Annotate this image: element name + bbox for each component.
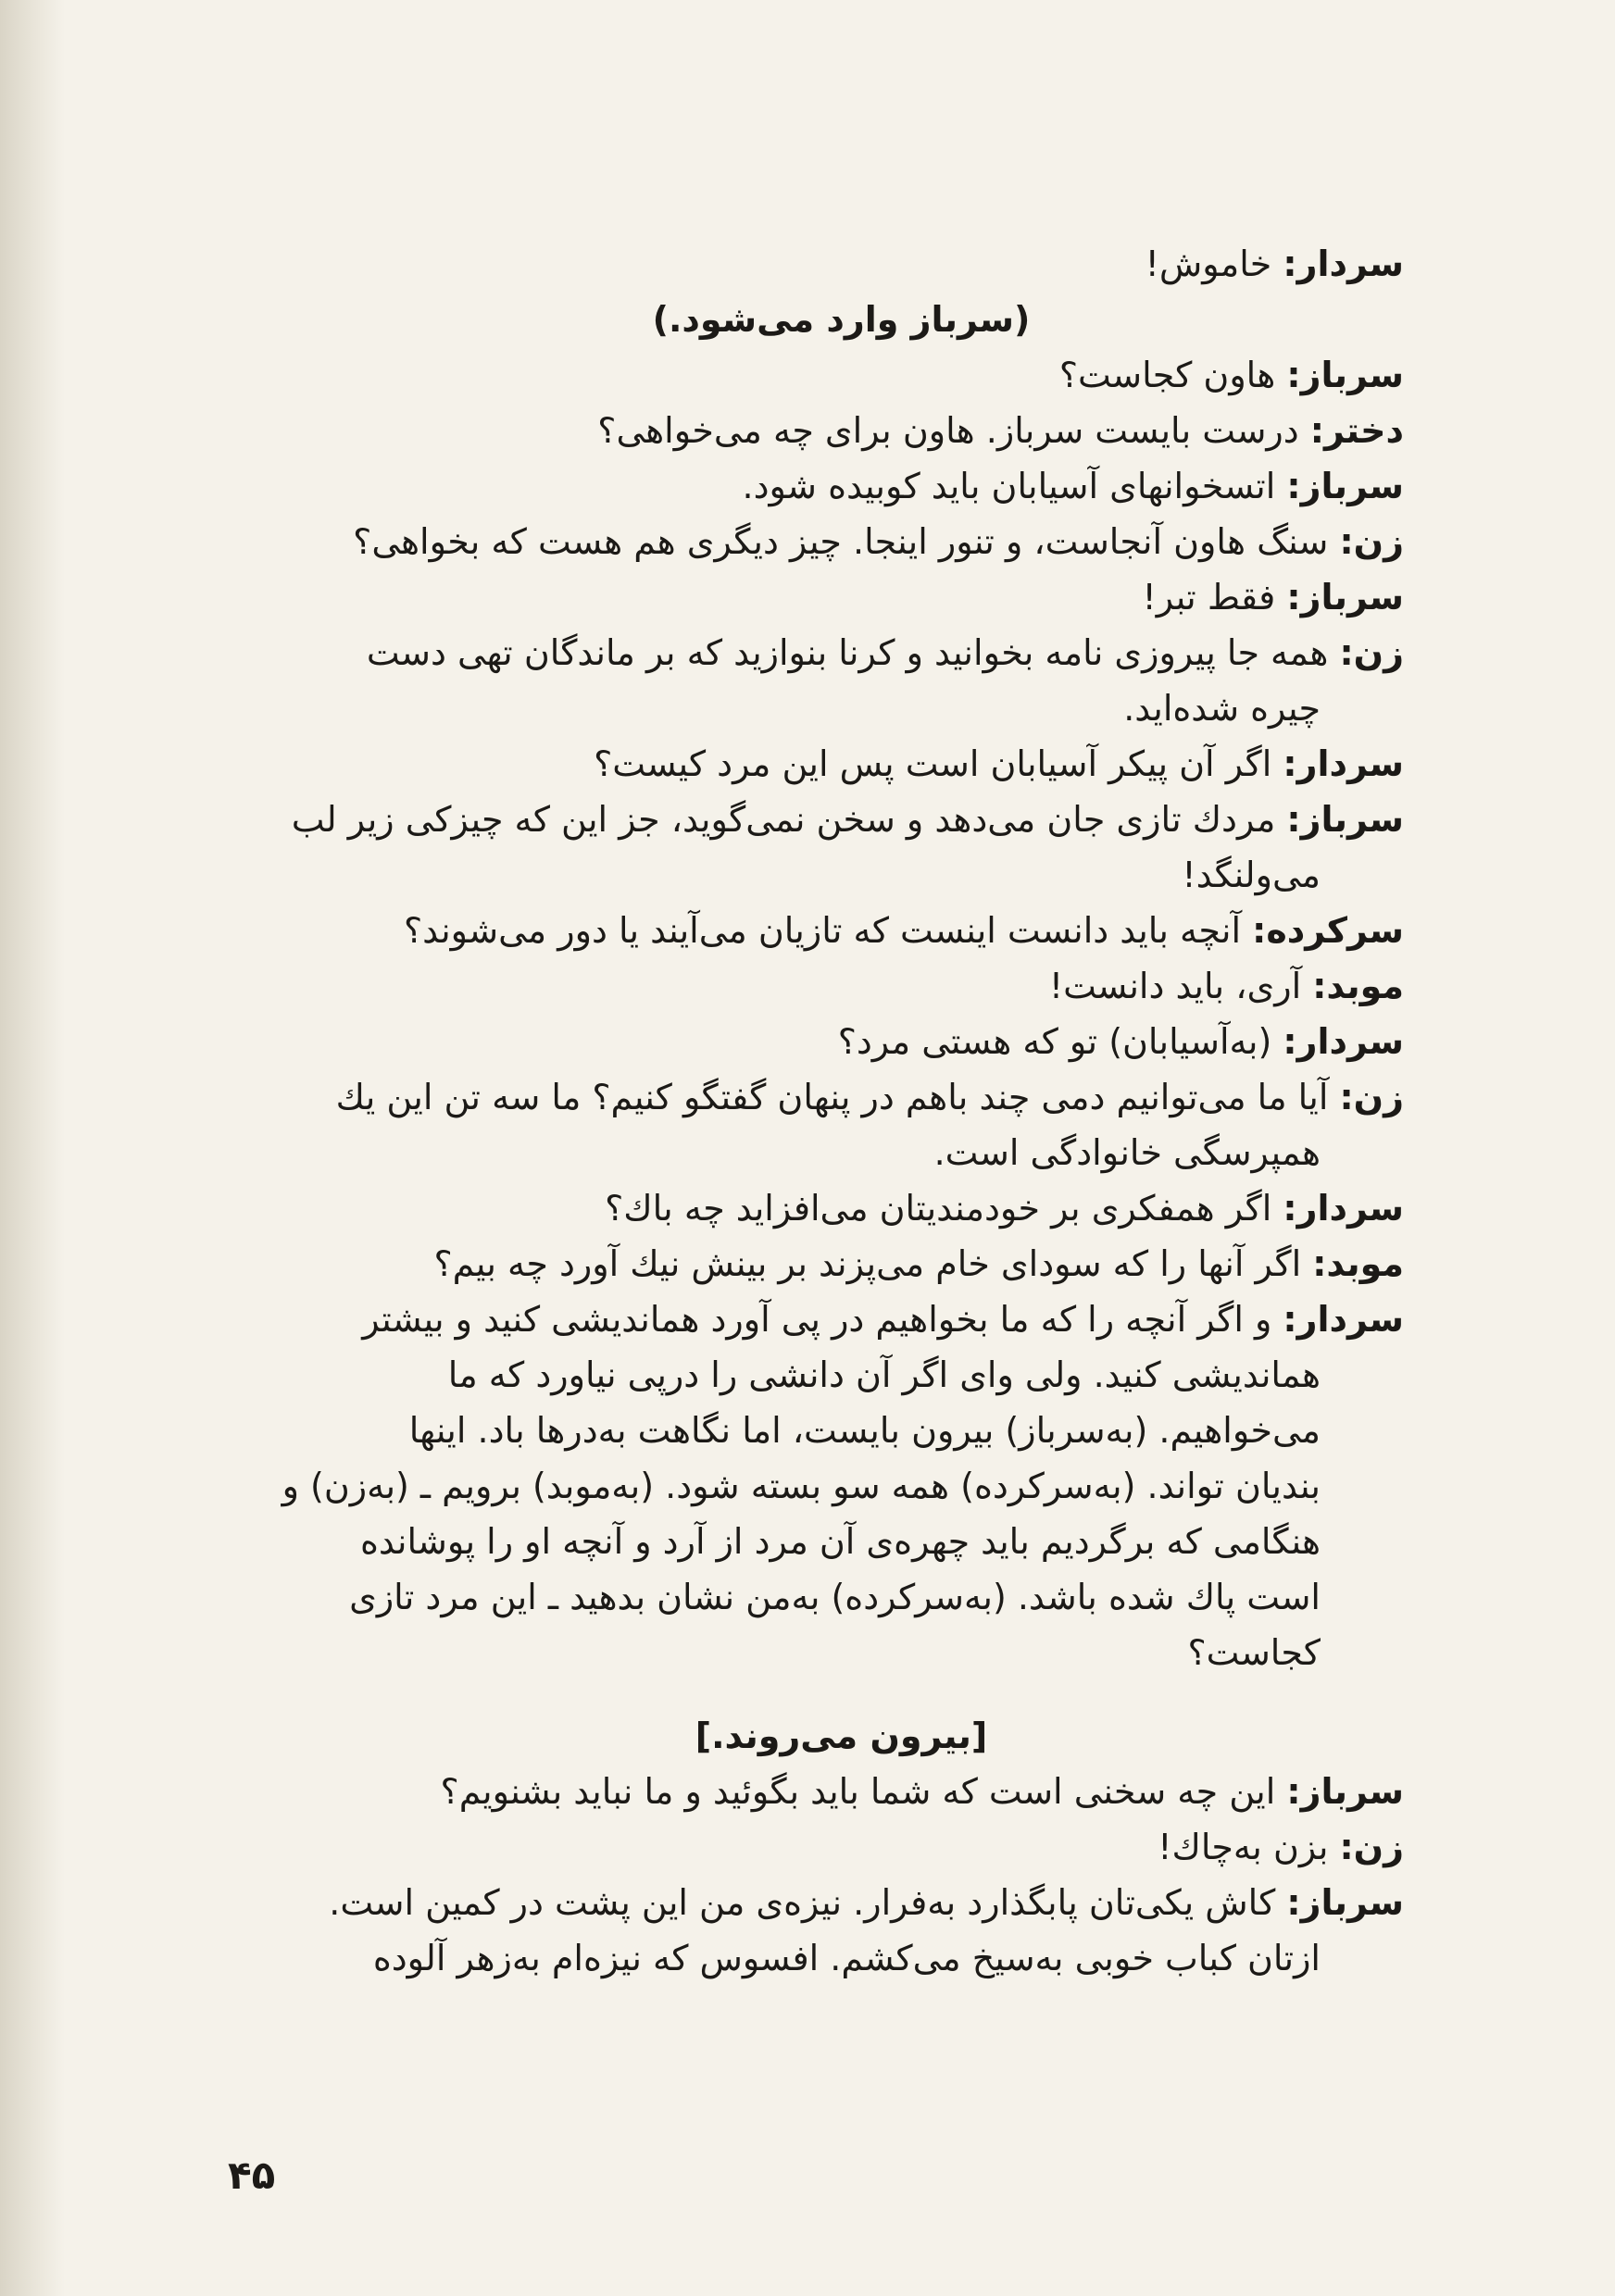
dialogue-line xyxy=(279,1292,1404,1347)
line-text: همپرسگی خانوادگی است. xyxy=(933,1132,1321,1173)
line-text: هاون کجاست؟ xyxy=(1058,355,1287,395)
speaker-name: موبد: xyxy=(1312,1243,1404,1284)
dialogue-line xyxy=(279,1069,1404,1125)
line-text: اگر همفکری بر خودمندیتان می‌افزاید چه باك؟ xyxy=(605,1188,1283,1229)
line-text: درست بایست سرباز. هاون برای چه می‌خواهی؟ xyxy=(597,410,1310,451)
speaker-name: سردار: xyxy=(1283,1188,1404,1229)
dialogue-line xyxy=(279,958,1404,1014)
page-binding-shadow xyxy=(0,0,65,2296)
line-text: خاموش! xyxy=(1145,243,1283,284)
speaker-name: دختر: xyxy=(1309,410,1404,451)
dialogue-line xyxy=(279,236,1404,292)
line-text: چیره شده‌اید. xyxy=(1123,688,1321,729)
speaker-name: سرباز: xyxy=(1286,1882,1404,1923)
line-text: کاش یکی‌تان پابگذارد به‌فرار. نیزه‌ی من این پشت در کمین است. xyxy=(329,1882,1287,1923)
speaker-name: سرباز: xyxy=(1286,1771,1404,1812)
dialogue-line xyxy=(279,1819,1404,1875)
line-text: سنگ هاون آنجاست، و تنور اینجا. چیز دیگری هم هست که بخواهی؟ xyxy=(353,521,1340,562)
line-text: اگر آنها را که سودای خام می‌پزند بر بینش نیك آورد چه بیم؟ xyxy=(433,1243,1313,1284)
dialogue-line xyxy=(279,403,1404,458)
stage-direction xyxy=(279,1708,1404,1764)
page-number: ۴۵ xyxy=(228,2152,276,2198)
dialogue-line xyxy=(279,903,1404,958)
dialogue-line xyxy=(279,458,1404,514)
speaker-name: زن: xyxy=(1339,1077,1404,1117)
speaker-name: سردار: xyxy=(1283,1021,1404,1062)
speaker-name: سردار: xyxy=(1283,1299,1404,1340)
line-text: همه جا پیروزی نامه بخوانید و کرنا بنوازید که بر ماندگان تهی دست xyxy=(366,632,1340,673)
dialogue-line xyxy=(279,625,1404,680)
speaker-name: موبد: xyxy=(1312,966,1404,1006)
dialogue-line xyxy=(279,569,1404,625)
dialogue-line xyxy=(279,514,1404,569)
dialogue-line xyxy=(279,1236,1404,1292)
stage-direction xyxy=(279,292,1404,347)
line-text: آیا ما می‌توانیم دمی چند باهم در پنهان گفتگو کنیم؟ ما سه تن این یك xyxy=(335,1077,1340,1117)
speaker-name: سردار: xyxy=(1283,243,1404,284)
line-text: هنگامی که برگردیم باید چهره‌ی آن مرد از آرد و آنچه او را پوشانده xyxy=(360,1521,1321,1562)
dialogue-continuation xyxy=(279,1125,1404,1180)
line-text: کجاست؟ xyxy=(1187,1632,1321,1673)
speaker-name: سرکرده: xyxy=(1252,910,1404,951)
line-text: فقط تبر! xyxy=(1142,577,1287,618)
line-text: و اگر آنچه را که ما بخواهیم در پی آورد هماندیشی کنید و بیشتر xyxy=(362,1299,1283,1340)
line-text: آنچه باید دانست اینست که تازیان می‌آیند یا دور می‌شوند؟ xyxy=(403,910,1253,951)
dialogue-continuation xyxy=(279,1347,1404,1403)
line-text: می‌ولنگد! xyxy=(1182,855,1321,895)
dialogue-line xyxy=(279,792,1404,847)
speaker-name: سرباز: xyxy=(1286,577,1404,618)
line-text: ازتان کباب خوبی به‌سیخ می‌کشم. افسوس که نیزه‌ام به‌زهر آلوده xyxy=(372,1938,1321,1978)
speaker-name: سرباز: xyxy=(1286,355,1404,395)
speaker-name: سرباز: xyxy=(1286,466,1404,506)
line-text: بندیان تواند. (به‌سرکرده) همه سو بسته شود. (به‌موبد) برویم ـ (به‌زن) و xyxy=(282,1466,1321,1506)
dialogue-continuation xyxy=(279,680,1404,736)
line-text: این چه سخنی است که شما باید بگوئید و ما نباید بشنویم؟ xyxy=(440,1771,1287,1812)
line-text: است پاك شده باشد. (به‌سرکرده) به‌من نشان بدهید ـ این مرد تازی xyxy=(349,1577,1321,1617)
dialogue-continuation xyxy=(279,1569,1404,1625)
speaker-name: سردار: xyxy=(1283,743,1404,784)
dialogue-line xyxy=(279,347,1404,403)
play-dialogue-text xyxy=(279,236,1404,1986)
line-text: هماندیشی کنید. ولی وای اگر آن دانشی را درپی نیاورد که ما xyxy=(447,1354,1321,1395)
speaker-name: زن: xyxy=(1339,521,1404,562)
line-text: اگر آن پیکر آسیابان است پس این مرد کیست؟ xyxy=(594,743,1283,784)
line-text: (به‌آسیابان) تو که هستی مرد؟ xyxy=(837,1021,1283,1062)
line-text: می‌خواهیم. (به‌سرباز) بیرون بایست، اما نگاهت به‌درها باد. اینها xyxy=(408,1410,1321,1451)
line-text: آری، باید دانست! xyxy=(1048,966,1313,1006)
speaker-name: زن: xyxy=(1339,632,1404,673)
dialogue-line xyxy=(279,1180,1404,1236)
speaker-name: زن: xyxy=(1339,1827,1404,1867)
dialogue-line xyxy=(279,1014,1404,1069)
section-gap xyxy=(279,1680,1404,1708)
dialogue-continuation xyxy=(279,1458,1404,1514)
line-text: بزن به‌چاك! xyxy=(1158,1827,1340,1867)
speaker-name: سرباز: xyxy=(1286,799,1404,840)
dialogue-continuation xyxy=(279,1625,1404,1680)
line-text: مردك تازی جان می‌دهد و سخن نمی‌گوید، جز این که چیزکی زیر لب xyxy=(291,799,1287,840)
line-text: اتسخوانهای آسیابان باید کوبیده شود. xyxy=(742,466,1287,506)
dialogue-continuation xyxy=(279,1403,1404,1458)
dialogue-continuation xyxy=(279,847,1404,903)
line-text: (سرباز وارد می‌شود.) xyxy=(652,299,1031,340)
line-text: [بیرون می‌روند.] xyxy=(695,1716,988,1756)
dialogue-continuation xyxy=(279,1930,1404,1986)
dialogue-line xyxy=(279,1764,1404,1819)
dialogue-line xyxy=(279,736,1404,792)
dialogue-continuation xyxy=(279,1514,1404,1569)
dialogue-line xyxy=(279,1875,1404,1930)
